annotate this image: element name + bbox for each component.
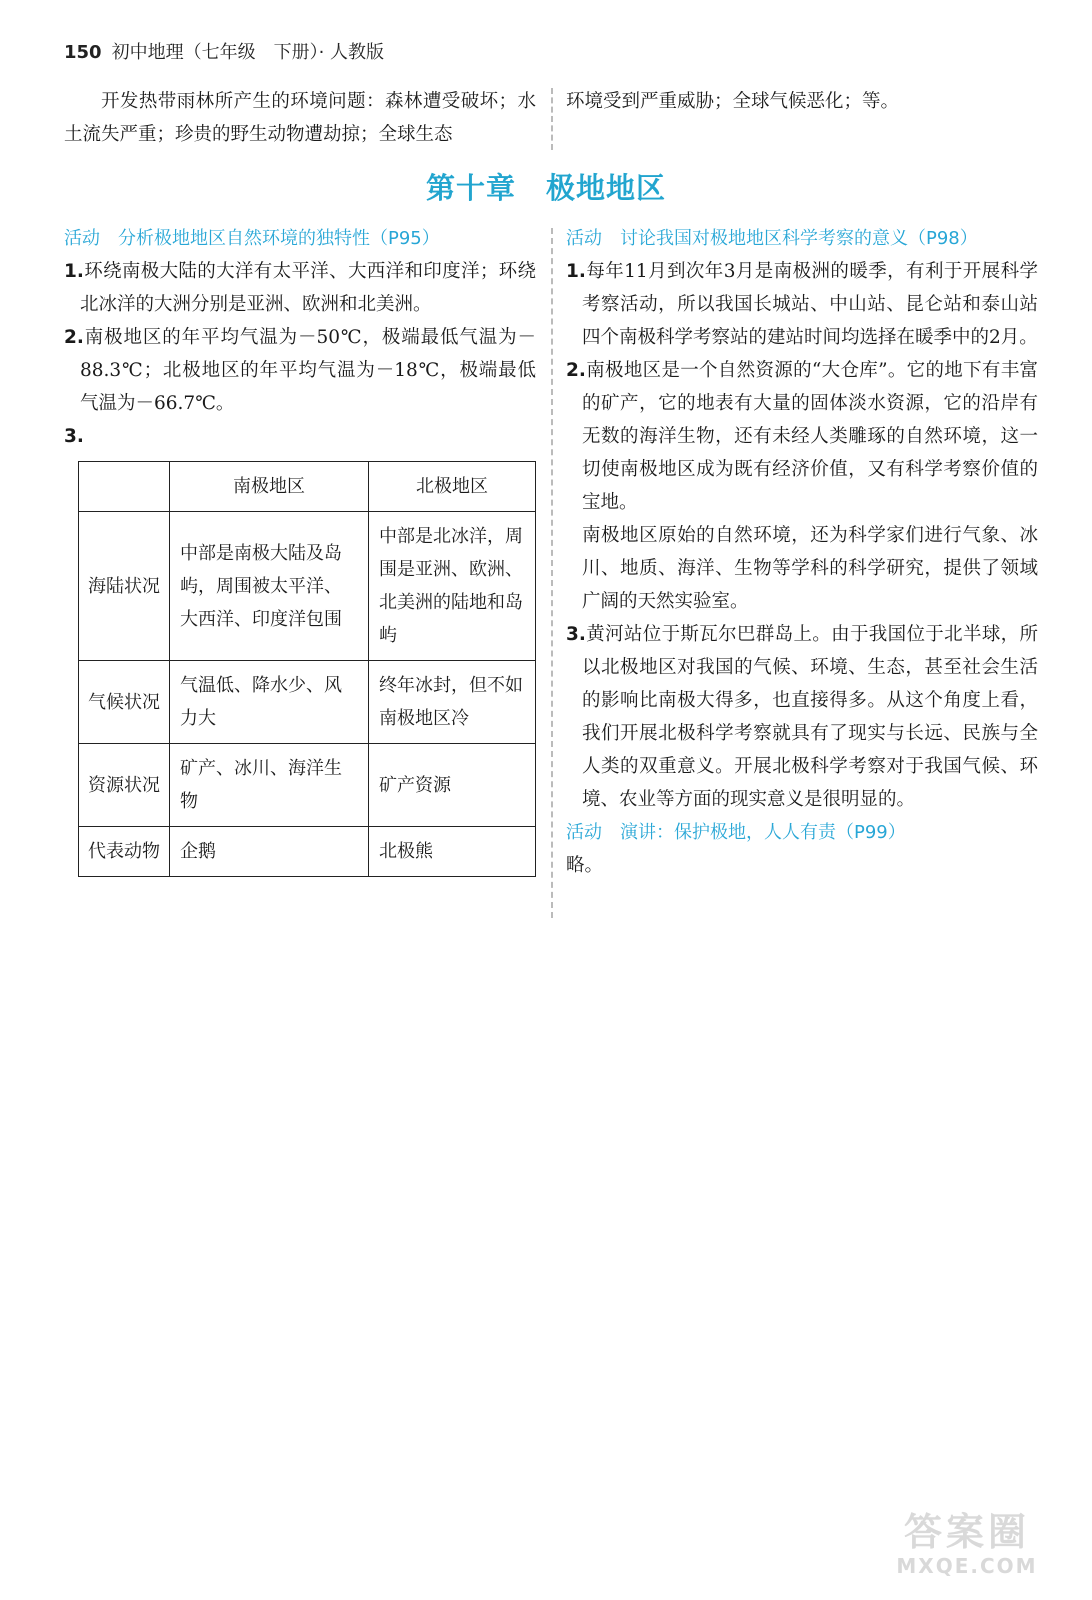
column-header-north: 北极地区 [369, 462, 536, 512]
activity-heading-p98 [566, 222, 1038, 255]
column-divider-top [551, 88, 553, 150]
answer-item: 3.黄河站位于斯瓦尔巴群岛上。由于我国位于北半球，所以北极地区对我国的气候、环境、生态，甚至社会生活的影响比南极大得多，也直接得多。从这个角度上看，我们开展北极科学考察就具有了现实与长远、民族与全人类的双重意义。开展北极科学考察对于我国气候、环境、农业等方面的现实意义是很明显的。 [566, 624, 1038, 810]
activity-title: 分析极地地区自然环境的独特性（P95） [118, 228, 440, 249]
answer-paragraph: 南极地区原始的自然环境，还为科学家们进行气象、冰川、地质、海洋、生物等学科的科学研究，提供了领域广阔的天然实验室。 [582, 525, 1038, 612]
cell-south: 企鹅 [170, 827, 369, 877]
book-title: 初中地理（七年级 下册）· 人教版 [111, 42, 385, 63]
column-divider [551, 228, 553, 918]
answer-item: 1.每年11月到次年3月是南极洲的暖季，有利于开展科学考察活动，所以我国长城站、中山站、昆仑站和泰山站四个南极科学考察站的建站时间均选择在暖季中的2月。 [566, 261, 1038, 348]
page-number: 150 [64, 42, 102, 63]
activity-tag: 活动 [566, 822, 602, 843]
cell-south: 气温低、降水少、风力大 [170, 661, 369, 744]
row-label: 海陆状况 [79, 512, 170, 661]
watermark-logo-text: 答案圈 [903, 1510, 1030, 1554]
answer-item: 3. [64, 426, 84, 447]
column-header-south: 南极地区 [170, 462, 369, 512]
answer-item: 1.环绕南极大陆的大洋有太平洋、大西洋和印度洋；环绕北冰洋的大洲分别是亚洲、欧洲和北美洲。 [64, 261, 536, 315]
row-label: 资源状况 [79, 744, 170, 827]
cell-north: 矿产资源 [369, 744, 536, 827]
right-column [566, 222, 1038, 882]
activity-title: 讨论我国对极地地区科学考察的意义（P98） [620, 228, 978, 249]
answer-item: 2.南极地区是一个自然资源的“大仓库”。它的地下有丰富的矿产，它的地表有大量的固体淡水资源，它的沿岸有无数的海洋生物，还有未经人类雕琢的自然环境，这一切使南极地区成为既有经济价值，又有科学考察价值的宝地。 [566, 360, 1038, 513]
activity-tag: 活动 [64, 228, 100, 249]
table-row [79, 512, 536, 661]
cell-south: 矿产、冰川、海洋生物 [170, 744, 369, 827]
activity-heading-p95 [64, 222, 536, 255]
activity-heading-p99 [566, 816, 1038, 849]
intro-right-text: 环境受到严重威胁；全球气候恶化；等。 [566, 91, 900, 112]
intro-left-text: 开发热带雨林所产生的环境问题：森林遭受破坏；水土流失严重；珍贵的野生动物遭劫掠；全球生态 [64, 91, 536, 145]
row-label: 代表动物 [79, 827, 170, 877]
cell-north: 北极熊 [369, 827, 536, 877]
cell-north: 终年冰封，但不如南极地区冷 [369, 661, 536, 744]
row-label: 气候状况 [79, 661, 170, 744]
chapter-number: 第十章 [425, 171, 516, 205]
table-row [79, 661, 536, 744]
polar-comparison-table [78, 461, 536, 877]
answer-omitted: 略。 [566, 855, 604, 876]
table-row [79, 744, 536, 827]
cell-north: 中部是北冰洋，周围是亚洲、欧洲、北美洲的陆地和岛屿 [369, 512, 536, 661]
left-column [64, 222, 536, 877]
watermark-url: MXQE.COM [896, 1554, 1038, 1578]
chapter-title [0, 166, 1092, 207]
activity-tag: 活动 [566, 228, 602, 249]
table-header-row [79, 462, 536, 512]
page-header [64, 38, 384, 64]
table-corner-cell [79, 462, 170, 512]
cell-south: 中部是南极大陆及岛屿，周围被太平洋、大西洋、印度洋包围 [170, 512, 369, 661]
activity-title: 演讲：保护极地，人人有责（P99） [620, 822, 906, 843]
site-watermark [872, 1510, 1062, 1580]
table-row [79, 827, 536, 877]
chapter-name: 极地地区 [546, 171, 667, 205]
answer-item: 2.南极地区的年平均气温为－50℃，极端最低气温为－88.3℃；北极地区的年平均气温为－18℃，极端最低气温为－66.7℃。 [64, 327, 536, 414]
